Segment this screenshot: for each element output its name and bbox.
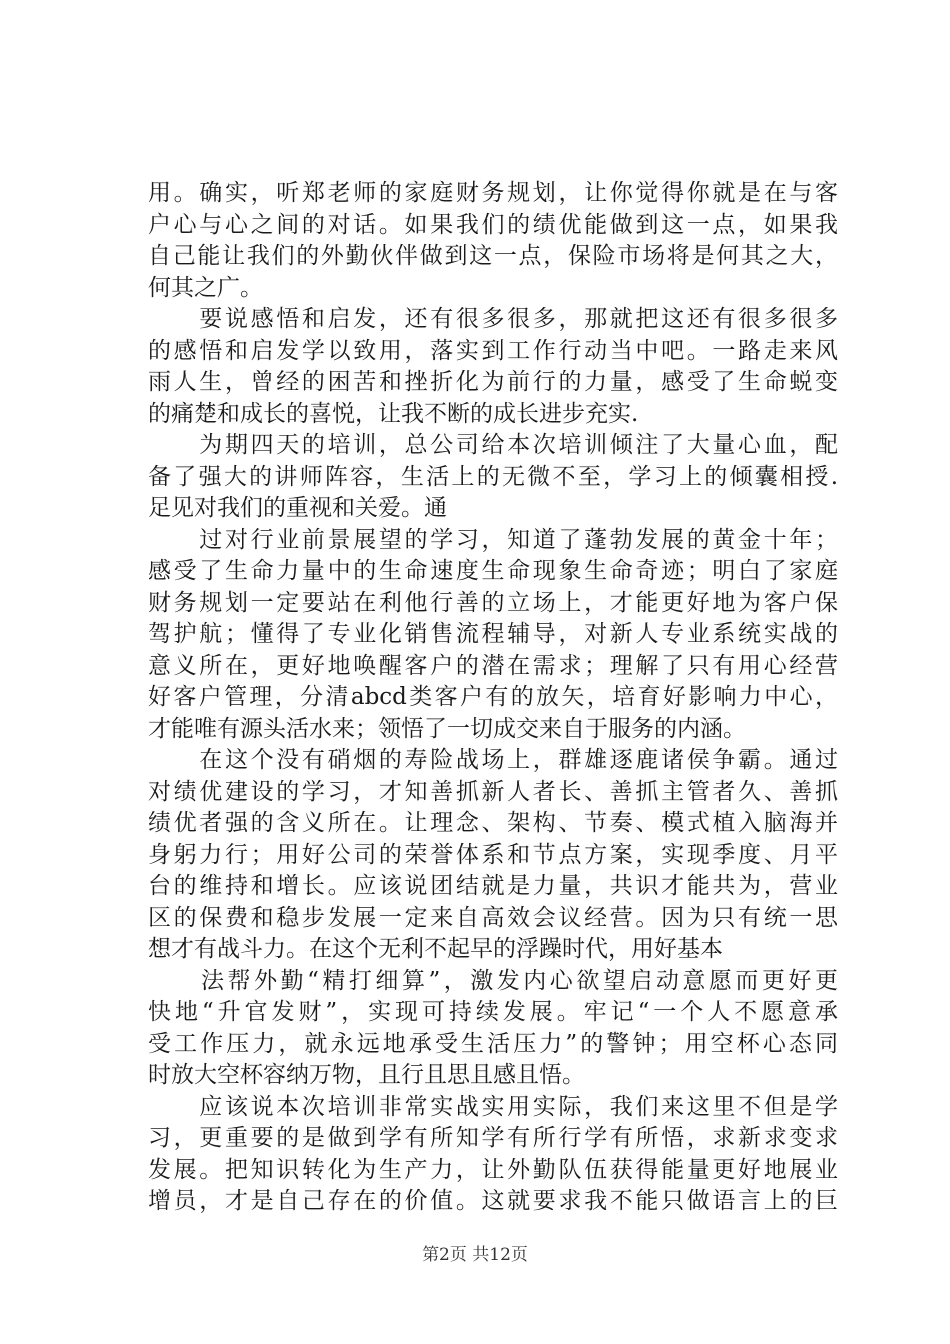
text-line: 雨人生，曾经的困苦和挫折化为前行的力量，感受了生命蜕变 (148, 369, 838, 395)
text-line: 在这个没有硝烟的寿险战场上，群雄逐鹿诸侯争霸。通过 (148, 747, 838, 773)
text-line: 习，更重要的是做到学有所知学有所行学有所悟，求新求变求 (148, 1125, 838, 1151)
text-line: 对绩优建设的学习，才知善抓新人者长、善抓主管者久、善抓 (148, 778, 838, 805)
text-line: 感受了生命力量中的生命速度生命现象生命奇迹；明白了家庭 (148, 558, 838, 584)
body-text (148, 178, 838, 1218)
text-line: 何其之广。 (148, 274, 263, 301)
text-line: 才能唯有源头活水来；领悟了一切成交来自于服务的内涵。 (148, 715, 746, 742)
text-line: 用。确实，听郑老师的家庭财务规划，让你觉得你就是在与客 (148, 180, 838, 206)
text-line: 增员，才是自己存在的价值。这就要求我不能只做语言上的巨 (148, 1188, 838, 1214)
text-line: 想才有战斗力。在这个无利不起早的浮躁时代，用好基本 (148, 936, 723, 962)
text-line: 要说感悟和启发，还有很多很多，那就把这还有很多很多 (148, 306, 838, 332)
text-line: 受工作压力，就永远地承受生活压力”的警钟；用空杯心态同 (148, 1030, 838, 1057)
text-line: 区的保费和稳步发展一定来自高效会议经营。因为只有统一思 (148, 904, 838, 931)
text-line: 好客户管理，分清abcd类客户有的放矢，培育好影响力中心， (148, 684, 838, 710)
page-number: 第2页 共12页 (422, 1245, 528, 1265)
text-line: 发展。把知识转化为生产力，让外勤队伍获得能量更好地展业 (148, 1156, 838, 1183)
text-line: 驾护航；懂得了专业化销售流程辅导，对新人专业系统实战的 (148, 621, 838, 647)
text-line: 台的维持和增长。应该说团结就是力量，共识才能共为，营业 (148, 873, 838, 899)
text-line: 备了强大的讲师阵容，生活上的无微不至，学习上的倾囊相授. (148, 463, 838, 490)
text-line: 身躬力行；用好公司的荣誉体系和节点方案，实现季度、月平 (148, 841, 838, 868)
text-line: 意义所在，更好地唤醒客户的潜在需求；理解了只有用心经营 (148, 652, 838, 679)
text-line: 时放大空杯容纳万物，且行且思且感且悟。 (148, 1062, 585, 1088)
text-line: 足见对我们的重视和关爱。通 (148, 495, 447, 521)
text-line: 户心与心之间的对话。如果我们的绩优能做到这一点，如果我 (148, 211, 838, 238)
text-line: 财务规划一定要站在利他行善的立场上，才能更好地为客户保 (148, 589, 838, 616)
text-line: 应该说本次培训非常实战实用实际，我们来这里不但是学 (148, 1093, 838, 1120)
text-line: 绩优者强的含义所在。让理念、架构、节奏、模式植入脑海并 (148, 810, 838, 836)
text-line: 自己能让我们的外勤伙伴做到这一点，保险市场将是何其之大， (148, 243, 838, 269)
text-line: 法帮外勤“精打细算”，激发内心欲望启动意愿而更好更 (148, 967, 838, 994)
text-line: 快地“升官发财”，实现可持续发展。牢记“一个人不愿意承 (148, 999, 838, 1025)
text-line: 的痛楚和成长的喜悦，让我不断的成长进步充实. (148, 400, 639, 427)
text-line: 为期四天的培训，总公司给本次培训倾注了大量心血，配 (148, 432, 838, 458)
text-line: 过对行业前景展望的学习，知道了蓬勃发展的黄金十年； (148, 526, 838, 553)
text-line: 的感悟和启发学以致用，落实到工作行动当中吧。一路走来风 (148, 337, 838, 364)
